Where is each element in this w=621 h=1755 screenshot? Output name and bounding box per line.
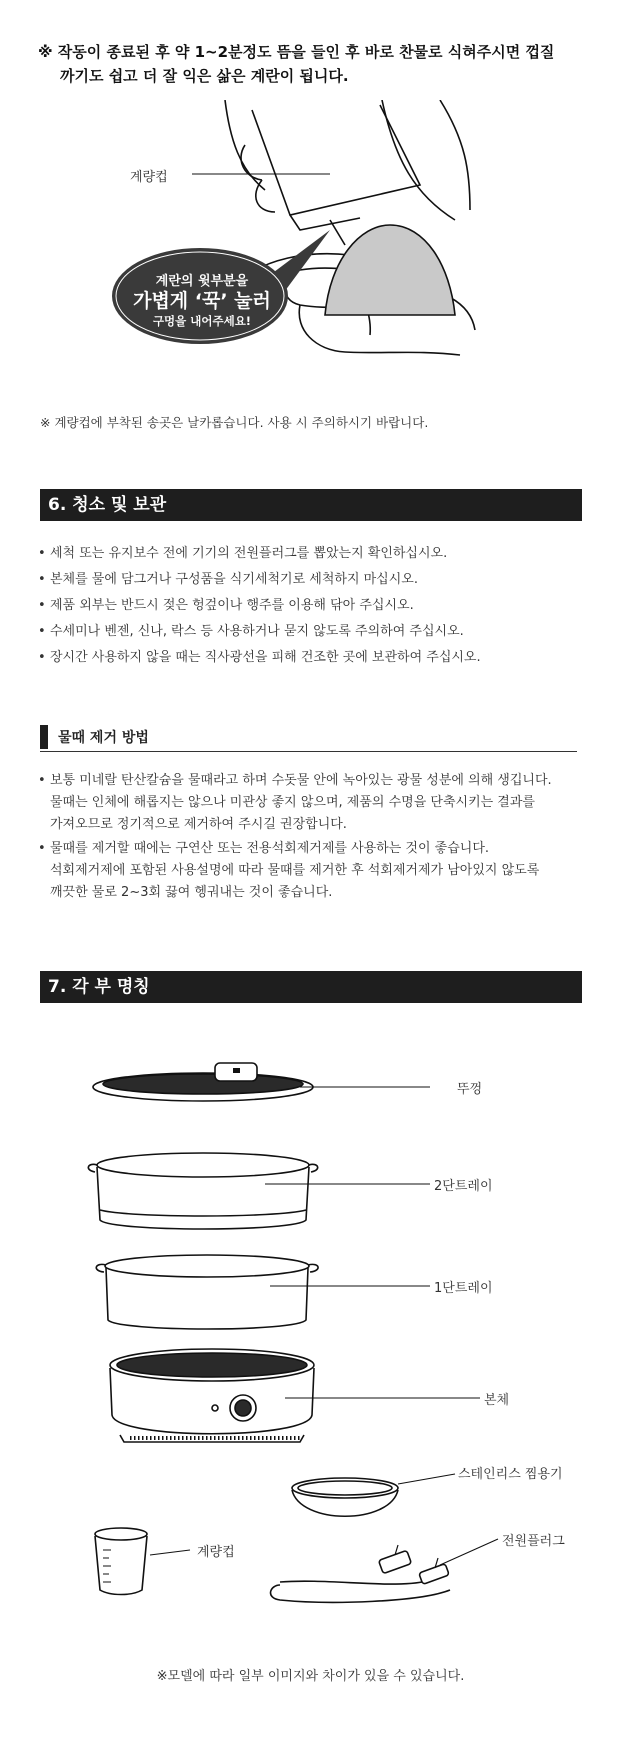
top-note-line1: ※ 작동이 종료된 후 약 1~2분정도 뜸을 들인 후 바로 찬물로 식혀주시면 껍질 bbox=[38, 43, 555, 61]
descale-item1-line3: 가져오므로 정기적으로 제거하여 주시길 권장합니다. bbox=[50, 817, 347, 832]
list-item: • 장시간 사용하지 않을 때는 직사광선을 피해 건조한 곳에 보관하여 주십시오. bbox=[38, 645, 598, 671]
footer-note: ※모델에 따라 일부 이미지와 차이가 있을 수 있습니다. bbox=[156, 1669, 465, 1684]
descale-item-2 bbox=[38, 838, 598, 904]
label-tray1: 1단트레이 bbox=[434, 1281, 493, 1296]
egg-piercing-illustration bbox=[0, 100, 621, 400]
section6-list bbox=[38, 541, 598, 671]
descale-item1-line2: 물때는 인체에 해롭지는 않으나 미관상 좋지 않으며, 제품의 수명을 단축시키는 결과를 bbox=[50, 795, 535, 810]
descale-item2-line2: 석회제거제에 포함된 사용설명에 따라 물때를 제거한 후 석회제거제가 남아있지 않도록 bbox=[50, 863, 540, 878]
descale-item-1 bbox=[38, 770, 598, 836]
tray1-drawing bbox=[96, 1255, 430, 1329]
descale-body bbox=[38, 770, 598, 906]
section6-title: 6. 청소 및 보관 bbox=[40, 489, 582, 521]
descale-heading bbox=[40, 723, 577, 752]
label-tray2: 2단트레이 bbox=[434, 1179, 493, 1194]
descale-item1-line1: • 보통 미네랄 탄산칼슘을 물때라고 하며 수돗물 안에 녹아있는 광물 성분에 의해 생깁니다. bbox=[50, 773, 552, 788]
list-item: • 본체를 물에 담그거나 구성품을 식기세척기로 세척하지 마십시오. bbox=[38, 567, 598, 593]
descale-item2-line1: • 물때를 제거할 때에는 구연산 또는 전용석회제거제를 사용하는 것이 좋습니다. bbox=[50, 841, 490, 856]
label-steamer: 스테인리스 찜용기 bbox=[458, 1467, 563, 1482]
descale-title: 물때 제거 방법 bbox=[58, 730, 149, 746]
cup-label: 계량컵 bbox=[130, 170, 168, 185]
steamer-drawing bbox=[292, 1474, 455, 1516]
list-item: • 세척 또는 유지보수 전에 기기의 전원플러그를 뽑았는지 확인하십시오. bbox=[38, 541, 598, 567]
parts-diagram bbox=[0, 1050, 621, 1650]
bubble-line1: 계란의 윗부분을 bbox=[155, 274, 249, 289]
lid-drawing bbox=[93, 1063, 430, 1101]
tray2-drawing bbox=[88, 1153, 430, 1229]
label-body: 본체 bbox=[484, 1393, 510, 1408]
body-drawing bbox=[110, 1349, 480, 1442]
top-note-line2: 까기도 쉽고 더 잘 익은 삶은 계란이 됩니다. bbox=[60, 67, 349, 85]
cup-drawing bbox=[95, 1528, 190, 1595]
list-item: • 수세미나 벤젠, 신나, 락스 등 사용하거나 묻지 않도록 주의하여 주십시오. bbox=[38, 619, 598, 645]
descale-item2-line3: 깨끗한 물로 2~3회 끓여 헹궈내는 것이 좋습니다. bbox=[50, 885, 333, 900]
heading-marker bbox=[40, 725, 48, 749]
plug-drawing bbox=[271, 1539, 498, 1602]
bubble-line2: 가볍게 ‘꾹’ 눌러 bbox=[133, 290, 271, 312]
label-lid: 뚜껑 bbox=[457, 1082, 483, 1097]
section7-title: 7. 각 부 명칭 bbox=[40, 971, 582, 1003]
bubble-text bbox=[112, 270, 292, 329]
label-plug: 전원플러그 bbox=[502, 1534, 565, 1549]
top-note bbox=[38, 40, 598, 88]
bubble-line3: 구멍을 내어주세요! bbox=[152, 314, 252, 328]
caution-note: ※ 계량컵에 부착된 송곳은 날카롭습니다. 사용 시 주의하시기 바랍니다. bbox=[40, 415, 429, 430]
egg-shape bbox=[325, 225, 455, 315]
label-cup: 계량컵 bbox=[197, 1545, 235, 1560]
list-item: • 제품 외부는 반드시 젖은 헝겊이나 행주를 이용해 닦아 주십시오. bbox=[38, 593, 598, 619]
